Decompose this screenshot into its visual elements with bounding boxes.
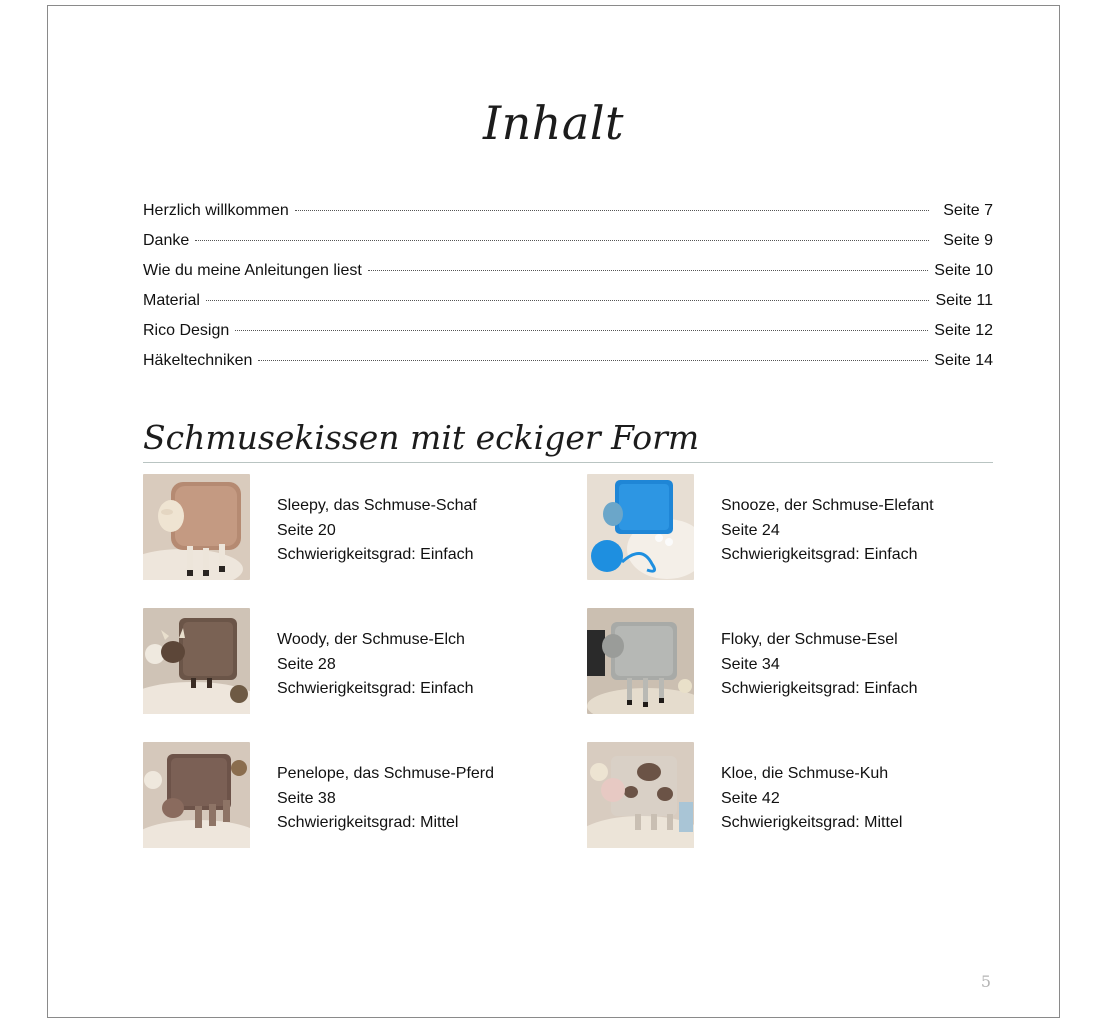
book-page: [47, 5, 1060, 1018]
dot-leader: [206, 300, 929, 301]
pattern-card-text: [277, 494, 477, 568]
toc-entry-page: Seite 11: [935, 292, 993, 309]
pattern-name: Penelope, das Schmuse-Pferd: [277, 765, 495, 782]
toc-entry-label: Rico Design: [143, 322, 230, 339]
pattern-card[interactable]: [143, 742, 563, 848]
pattern-page: Seite 28: [277, 655, 336, 673]
pattern-difficulty: Schwierigkeitsgrad: Einfach: [721, 680, 918, 697]
pattern-card-text: [277, 628, 474, 702]
section-title: Schmusekissen mit eckiger Form: [143, 418, 700, 457]
toc-entry: [143, 202, 993, 232]
dot-leader: [368, 270, 928, 271]
toc-entry-label: Wie du meine Anleitungen liest: [143, 262, 362, 279]
toc-entry-page: Seite 12: [934, 322, 993, 339]
pattern-card-text: [277, 762, 494, 836]
pattern-name: Sleepy, das Schmuse-Schaf: [277, 497, 477, 514]
sheep-pillow-photo: [143, 474, 250, 580]
toc-entry-label: Material: [143, 292, 200, 309]
cow-pillow-photo: [587, 742, 694, 848]
pattern-difficulty: Schwierigkeitsgrad: Einfach: [277, 546, 474, 563]
table-of-contents: [143, 202, 993, 382]
pattern-card[interactable]: [143, 474, 563, 580]
toc-entry: [143, 262, 993, 292]
toc-entry: [143, 352, 993, 382]
pattern-difficulty: Schwierigkeitsgrad: Einfach: [277, 680, 474, 697]
dot-leader: [195, 240, 929, 241]
elephant-pillow-photo: [587, 474, 694, 580]
pattern-page: Seite 24: [721, 521, 780, 539]
pattern-card[interactable]: [587, 608, 1007, 714]
pattern-card-text: [721, 628, 918, 702]
pattern-card-text: [721, 762, 902, 836]
pattern-difficulty: Schwierigkeitsgrad: Mittel: [721, 814, 903, 831]
toc-entry-page: Seite 10: [934, 262, 993, 279]
pattern-page: Seite 42: [721, 789, 780, 807]
dot-leader: [258, 360, 928, 361]
pattern-difficulty: Schwierigkeitsgrad: Einfach: [721, 546, 918, 563]
toc-entry-page: Seite 14: [934, 352, 993, 369]
pattern-page: Seite 20: [277, 521, 336, 539]
pattern-page: Seite 34: [721, 655, 780, 673]
horse-pillow-photo: [143, 742, 250, 848]
toc-entry-label: Herzlich willkommen: [143, 202, 289, 219]
page-title: Inhalt: [482, 96, 625, 150]
toc-entry-page: Seite 9: [943, 232, 993, 249]
pattern-name: Kloe, die Schmuse-Kuh: [721, 765, 889, 782]
toc-entry-label: Danke: [143, 232, 190, 249]
toc-entry: [143, 322, 993, 352]
pattern-card[interactable]: [143, 608, 563, 714]
toc-entry: [143, 292, 993, 322]
section-divider: [143, 462, 993, 463]
pattern-card[interactable]: [587, 474, 1007, 580]
pattern-name: Snooze, der Schmuse-Elefant: [721, 497, 934, 514]
pattern-name: Woody, der Schmuse-Elch: [277, 631, 465, 648]
toc-entry-label: Häkeltechniken: [143, 352, 253, 369]
pattern-page: Seite 38: [277, 789, 336, 807]
donkey-pillow-photo: [587, 608, 694, 714]
dot-leader: [295, 210, 929, 211]
dot-leader: [235, 330, 928, 331]
moose-pillow-photo: [143, 608, 250, 714]
pattern-card[interactable]: [587, 742, 1007, 848]
pattern-difficulty: Schwierigkeitsgrad: Mittel: [277, 814, 459, 831]
toc-entry: [143, 232, 993, 262]
page-number: 5: [980, 972, 991, 991]
pattern-card-text: [721, 494, 934, 568]
toc-entry-page: Seite 7: [943, 202, 993, 219]
pattern-name: Floky, der Schmuse-Esel: [721, 631, 898, 648]
